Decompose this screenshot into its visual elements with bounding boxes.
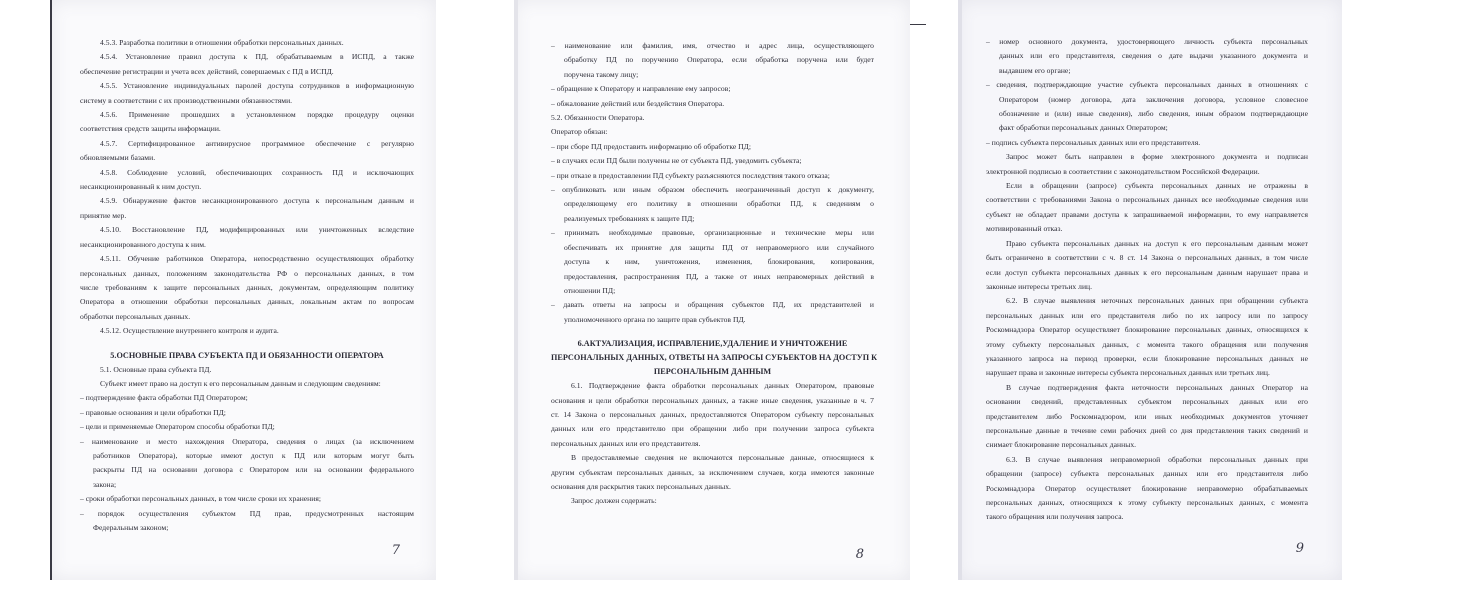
text-line: обработки персональных данных. [80, 311, 191, 321]
text-line: 4.5.3. Разработка политики в отношении обработки персональных данных. [100, 38, 344, 47]
text-line: если доступ субъекта персональных данных к его персональным данным нарушает права и [986, 267, 1308, 277]
text-line: 4.5.7. Сертифицированное антивирусное программное обеспечение с регулярно [100, 138, 414, 148]
text-line: В случае подтверждения факта неточности персональных данных Оператор на [1006, 382, 1308, 392]
text-line: субъект не обладает правами доступа к запрашиваемой информации, то ему направляется [986, 209, 1308, 219]
text-line: выдавшем его органе; [999, 65, 1071, 75]
text-line: указанного запроса на период проверки, если блокирование персональных данных не [986, 353, 1308, 363]
text-line: отношении ПД; [564, 285, 616, 295]
text-line: обеспечивать их принятие для защиты ПД от неправомерного или случайного [564, 242, 874, 252]
text-line: принятие мер. [80, 210, 127, 220]
text-line: систему в соответствии с их производственными обязанностями. [80, 95, 293, 105]
text-line: факт обработки персональных данных Оператором; [999, 123, 1168, 133]
text-line: Оператор обязан: [551, 127, 608, 137]
text-line: персональных данных, положениям законодательства РФ о персональных данных, в том [80, 268, 414, 278]
section-heading: ПЕРСОНАЛЬНЫМ ДАННЫМ [653, 367, 772, 377]
text-line: – при отказе в предоставлении ПД субъекту разъясняются последствия такого отказа; [551, 170, 830, 180]
text-line: 6.1. Подтверждение факта обработки персональных данных Оператором, правовые [571, 381, 874, 391]
text-line: числе требованиям к защите персональных данных, документам, определяющим политику [80, 282, 414, 292]
text-line: – сведения, подтверждающие участие субъекта персональных данных в отношениях с [986, 80, 1308, 90]
text-line: данных или его представителю при обращении либо при получении запроса субъекта [551, 424, 874, 434]
text-line: предоставления, распространения ПД, а также от иных неправомерных действий в [564, 271, 874, 281]
text-line: Право субъекта персональных данных на доступ к его персональным данным может [1006, 238, 1308, 248]
document-page-8 [514, 0, 910, 580]
text-line: работников Оператора), которые имеют доступ к ПД или которым могут быть [93, 450, 414, 460]
text-line: Запрос может быть направлен в форме электронного документа и подписан [1006, 152, 1308, 162]
text-line: 4.5.9. Обнаружение фактов несанкционированного доступа к персональным данным и [100, 196, 414, 206]
text-line: мотивированный отказ. [986, 224, 1063, 234]
text-line: Оператора в отношении обработки персональных данных, локальным актам по вопросам [80, 297, 414, 307]
text-line: – обращение к Оператору и направление ему запросов; [551, 84, 731, 94]
text-line: – при сборе ПД предоставить информацию об обработке ПД; [551, 141, 751, 151]
text-line: – давать ответы на запросы и обращения субъектов ПД, их представителей и [551, 300, 874, 310]
text-line: 6.3. В случае выявления неправомерной обработки персональных данных при [1006, 454, 1308, 464]
text-line: определяющему его политику в отношении обработки ПД, к сведениям о [564, 199, 874, 209]
text-line: 4.5.8. Соблюдение условий, обеспечивающих сохранность ПД и исключающих [100, 167, 414, 177]
document-page-7 [50, 0, 436, 580]
page-edge-mark [910, 24, 926, 25]
page-number: 8 [855, 547, 864, 562]
page-text [551, 39, 878, 509]
text-line: закона; [93, 479, 117, 489]
section-heading: ПЕРСОНАЛЬНЫХ ДАННЫХ, ОТВЕТЫ НА ЗАПРОСЫ СУБЪЕКТОВ НА ДОСТУП К [551, 353, 878, 363]
text-line: доступа к ним, уничтожения, изменения, блокирования, копирования, [564, 257, 874, 267]
text-line: 5.1. Основные права субъекта ПД. [100, 364, 212, 374]
text-line: несанкционированный к ним доступ. [80, 182, 202, 192]
text-line: персональные данные в течение семи рабочих дней со дня представления таких сведений и [986, 425, 1308, 435]
text-line: основания для раскрытия таких персональных данных. [551, 481, 731, 491]
text-line: 6.2. В случае выявления неточных персональных данных при обращении субъекта [1006, 296, 1308, 306]
text-line: поручена такому лицу; [564, 69, 639, 79]
text-line: – сроки обработки персональных данных, в том числе сроки их хранения; [80, 494, 321, 504]
document-page-9 [958, 0, 1342, 580]
text-line: основания и цели обработки персональных данных, а также иные сведения, указанные в ч. 7 [551, 395, 874, 405]
text-line: 4.5.12. Осуществление внутреннего контроля и аудита. [100, 326, 279, 336]
text-line: персональных данных, относящихся к этому субъекту персональных данных, с момента [986, 498, 1308, 507]
text-line: обеспечение регистрации и учета всех действий, совершаемых с ПД в ИСПД. [80, 66, 334, 76]
text-line: ст. 14 Закона о персональных данных, предоставляются Оператором субъекту персональных [551, 409, 874, 419]
text-line: обозначение и (или) иные сведения), либо сведения, иным образом подтверждающие [999, 109, 1308, 119]
text-line: соответствия средств защиты информации. [80, 124, 221, 134]
text-line: электронной подписью в соответствии с законодательством Российской Федерации. [986, 166, 1260, 176]
text-line: – обжалование действий или бездействия Оператора. [551, 98, 725, 108]
page-number: 7 [391, 543, 400, 558]
text-line: данных или его представителя, сведения о дате выдачи указанного документа и [999, 51, 1308, 61]
text-line: другим субъектам персональных данных, за исключением случаев, когда имеются законные [551, 467, 874, 477]
text-line: Запрос должен содержать: [571, 496, 657, 506]
text-line: – цели и применяемые Оператором способы обработки ПД; [80, 422, 275, 432]
text-line: 4.5.6. Применение прошедших в установленном порядке процедуру оценки [100, 110, 414, 120]
text-line: – подпись субъекта персональных данных или его представителя. [986, 137, 1201, 147]
text-line: – номер основного документа, удостоверяющего личность субъекта персональных [986, 37, 1308, 46]
section-heading: 6.АКТУАЛИЗАЦИЯ, ИСПРАВЛЕНИЕ,УДАЛЕНИЕ И УНИЧТОЖЕНИЕ [577, 339, 848, 349]
section-heading: 5.ОСНОВНЫЕ ПРАВА СУБЪЕКТА ПД И ОБЯЗАННОСТИ ОПЕРАТОРА [110, 350, 384, 360]
page-number: 9 [1295, 541, 1304, 556]
text-line: – принимать необходимые правовые, организационные и технические меры или [551, 228, 874, 238]
text-line: – наименование или фамилия, имя, отчество и адрес лица, осуществляющего [551, 41, 874, 50]
text-line: обработку ПД по поручению Оператора, если обработка поручена или будет [564, 55, 874, 65]
text-line: 5.2. Обязанности Оператора. [551, 113, 645, 123]
text-line: основании сведений, представленных субъектом персональных данных или его [986, 397, 1308, 407]
text-line: Если в обращении (запросе) субъекта персональных данных не отражены в [1006, 181, 1308, 191]
text-line: Роскомнадзора Оператор осуществляет блокирование неправомерно обрабатываемых [986, 483, 1308, 493]
text-line: обновляемыми базами. [80, 153, 156, 163]
text-line: персональных данных или его представителя. [551, 438, 701, 448]
section-gap [80, 339, 414, 349]
text-line: Субъект имеет право на доступ к его персональным данным и следующим сведениям: [100, 378, 381, 388]
page-text [986, 35, 1308, 525]
text-line: 4.5.5. Установление индивидуальных паролей доступа сотрудников в информационную [100, 81, 414, 91]
text-line: – опубликовать или иным образом обеспечить неограниченный доступ к документу, [551, 185, 874, 195]
text-line: уполномоченного органа по защите прав субъектов ПД. [564, 314, 746, 324]
text-line: 4.5.4. Установление правил доступа к ПД, обрабатываемым в ИСПД, а также [100, 52, 414, 62]
text-line: – в случаях если ПД были получены не от субъекта ПД, уведомить субъекта; [551, 156, 802, 166]
text-line: персональных данных или его представителя либо по их запросу или по запросу [986, 310, 1308, 320]
text-line: Оператором (номер договора, дата заключения договора, условное словесное [999, 94, 1308, 104]
text-line: нарушает права и законные интересы субъекта персональных данных или третьих лиц. [986, 368, 1270, 378]
text-line: представителем либо Роскомнадзором, или иных необходимых документов уточняет [986, 411, 1308, 421]
text-line: соответствии с требованиями Закона о персональных данных все необходимые сведения или [986, 195, 1308, 205]
text-line: обращении (запросе) субъекта персональных данных или его представителя либо [986, 469, 1308, 479]
text-line: законные интересы третьих лиц. [986, 281, 1093, 291]
text-line: – подтверждение факта обработки ПД Оператором; [80, 393, 248, 403]
text-line: 4.5.11. Обучение работников Оператора, непосредственно осуществляющих обработку [100, 254, 414, 264]
text-line: Роскомнадзора Оператор осуществляет блокирование персональных данных, относящихся к [986, 325, 1308, 335]
text-line: – правовые основания и цели обработки ПД; [80, 407, 226, 417]
text-line: Федеральным законом; [93, 523, 169, 532]
text-line: несанкционированного доступа к ним. [80, 239, 206, 249]
text-line: – наименование и место нахождения Оператора, сведения о лицах (за исключением [80, 436, 414, 446]
text-line: такого обращения или получения запроса. [986, 512, 1124, 522]
text-line: – порядок осуществления субъектом ПД прав, предусмотренных настоящим [80, 508, 414, 518]
text-line: этому субъекту персональных данных, с момента такого обращения или получения [986, 339, 1308, 349]
text-line: реализуемых требованиях к защите ПД; [564, 213, 695, 223]
text-line: снимает блокирование персональных данных. [986, 440, 1137, 450]
text-line: 4.5.10. Восстановление ПД, модифицированных или уничтоженных вследствие [100, 225, 414, 235]
text-line: быть ограничено в соответствии с ч. 8 ст. 14 Закона о персональных данных, в том числе [986, 253, 1308, 263]
text-line: раскрыты ПД на основании договора с Оператором или на основании федерального [93, 465, 414, 475]
page-text [80, 36, 414, 535]
text-line: В предоставляемые сведения не включаются персональные данные, относящиеся к [571, 453, 874, 463]
section-gap [551, 327, 874, 337]
